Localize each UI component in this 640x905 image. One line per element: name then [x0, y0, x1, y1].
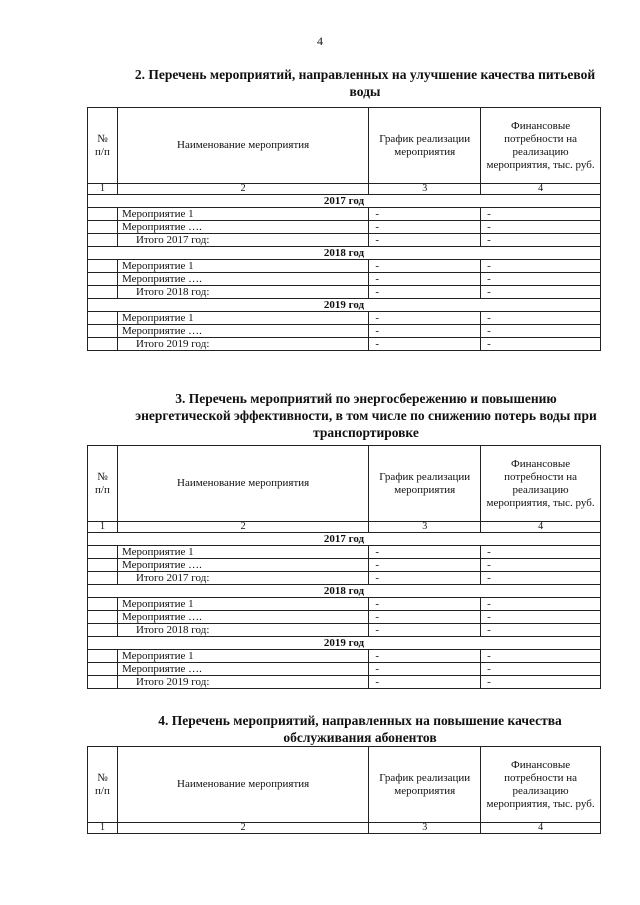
- index-cell: 4: [481, 823, 601, 834]
- page-number: 4: [317, 34, 323, 48]
- header-finance: Финансовые потребности на реализацию мероприятия, тыс. руб.: [481, 446, 601, 522]
- schedule-cell: -: [369, 221, 481, 234]
- year-row: [88, 195, 601, 208]
- schedule-cell: -: [369, 611, 481, 624]
- table-header-row: [88, 108, 601, 184]
- table-row: [88, 676, 601, 689]
- index-cell: 3: [369, 522, 481, 533]
- table-row: [88, 559, 601, 572]
- finance-cell: -: [481, 338, 601, 351]
- schedule-cell: -: [369, 325, 481, 338]
- table-row: [88, 650, 601, 663]
- table-row: [88, 624, 601, 637]
- header-schedule: График реализации мероприятия: [369, 446, 481, 522]
- table-row: [88, 273, 601, 286]
- header-num: № п/п: [88, 446, 118, 522]
- schedule-cell: -: [369, 676, 481, 689]
- year-label: 2019 год: [88, 299, 601, 312]
- schedule-cell: -: [369, 624, 481, 637]
- header-name: Наименование мероприятия: [117, 108, 368, 184]
- finance-cell: -: [481, 286, 601, 299]
- year-row: [88, 247, 601, 260]
- measure-name: Мероприятие 1: [117, 208, 368, 221]
- finance-cell: -: [481, 325, 601, 338]
- year-label: 2017 год: [88, 195, 601, 208]
- index-row: [88, 522, 601, 533]
- table-header-row: [88, 747, 601, 823]
- schedule-cell: -: [369, 286, 481, 299]
- finance-cell: -: [481, 312, 601, 325]
- measure-name: Мероприятие 1: [117, 650, 368, 663]
- header-num: № п/п: [88, 747, 118, 823]
- year-label: 2019 год: [88, 637, 601, 650]
- finance-cell: -: [481, 234, 601, 247]
- measures-table: [87, 746, 601, 834]
- measure-name: Мероприятие ….: [117, 611, 368, 624]
- table-row: [88, 260, 601, 273]
- schedule-cell: -: [369, 273, 481, 286]
- table-row: [88, 663, 601, 676]
- index-cell: 1: [88, 522, 118, 533]
- measure-name: Мероприятие ….: [117, 325, 368, 338]
- table-row: [88, 572, 601, 585]
- finance-cell: -: [481, 663, 601, 676]
- section-title: 2. Перечень мероприятий, направленных на улучшение качества питьевой воды: [134, 67, 596, 99]
- table-row: [88, 325, 601, 338]
- finance-cell: -: [481, 221, 601, 234]
- finance-cell: -: [481, 624, 601, 637]
- total-name: Итого 2019 год:: [117, 338, 368, 351]
- schedule-cell: -: [369, 572, 481, 585]
- year-row: [88, 533, 601, 546]
- header-schedule: График реализации мероприятия: [369, 108, 481, 184]
- measure-name: Мероприятие 1: [117, 260, 368, 273]
- table-row: [88, 611, 601, 624]
- index-cell: 1: [88, 184, 118, 195]
- index-cell: 2: [117, 522, 368, 533]
- year-label: 2018 год: [88, 585, 601, 598]
- header-finance: Финансовые потребности на реализацию мероприятия, тыс. руб.: [481, 108, 601, 184]
- finance-cell: -: [481, 598, 601, 611]
- measure-name: Мероприятие ….: [117, 273, 368, 286]
- schedule-cell: -: [369, 559, 481, 572]
- measures-table: [87, 445, 601, 689]
- index-cell: 2: [117, 184, 368, 195]
- measure-name: Мероприятие ….: [117, 221, 368, 234]
- index-cell: 1: [88, 823, 118, 834]
- table-row: [88, 312, 601, 325]
- schedule-cell: -: [369, 208, 481, 221]
- schedule-cell: -: [369, 312, 481, 325]
- index-cell: 2: [117, 823, 368, 834]
- table-row: [88, 234, 601, 247]
- measure-name: Мероприятие 1: [117, 598, 368, 611]
- table-row: [88, 598, 601, 611]
- index-row: [88, 184, 601, 195]
- header-schedule: График реализации мероприятия: [369, 747, 481, 823]
- finance-cell: -: [481, 650, 601, 663]
- schedule-cell: -: [369, 234, 481, 247]
- measure-name: Мероприятие 1: [117, 312, 368, 325]
- schedule-cell: -: [369, 546, 481, 559]
- table-row: [88, 221, 601, 234]
- table-header-row: [88, 446, 601, 522]
- finance-cell: -: [481, 611, 601, 624]
- finance-cell: -: [481, 208, 601, 221]
- index-cell: 3: [369, 184, 481, 195]
- year-label: 2018 год: [88, 247, 601, 260]
- table-row: [88, 546, 601, 559]
- finance-cell: -: [481, 559, 601, 572]
- header-name: Наименование мероприятия: [117, 747, 368, 823]
- header-num: № п/п: [88, 108, 118, 184]
- total-name: Итого 2018 год:: [117, 286, 368, 299]
- finance-cell: -: [481, 676, 601, 689]
- header-name: Наименование мероприятия: [117, 446, 368, 522]
- section-title: 3. Перечень мероприятий по энергосбережению и повышению энергетической эффективности, в том числе по снижению потерь воды при транспортировке: [135, 391, 597, 440]
- table-row: [88, 338, 601, 351]
- index-cell: 3: [369, 823, 481, 834]
- section-title: 4. Перечень мероприятий, направленных на повышение качества обслуживания абонентов: [158, 713, 562, 745]
- measure-name: Мероприятие ….: [117, 559, 368, 572]
- measure-name: Мероприятие 1: [117, 546, 368, 559]
- schedule-cell: -: [369, 338, 481, 351]
- total-name: Итого 2018 год:: [117, 624, 368, 637]
- schedule-cell: -: [369, 260, 481, 273]
- finance-cell: -: [481, 273, 601, 286]
- schedule-cell: -: [369, 598, 481, 611]
- finance-cell: -: [481, 572, 601, 585]
- year-row: [88, 585, 601, 598]
- table-row: [88, 286, 601, 299]
- total-name: Итого 2017 год:: [117, 234, 368, 247]
- index-cell: 4: [481, 184, 601, 195]
- total-name: Итого 2017 год:: [117, 572, 368, 585]
- table-row: [88, 208, 601, 221]
- schedule-cell: -: [369, 663, 481, 676]
- finance-cell: -: [481, 260, 601, 273]
- measure-name: Мероприятие ….: [117, 663, 368, 676]
- header-finance: Финансовые потребности на реализацию мероприятия, тыс. руб.: [481, 747, 601, 823]
- measures-table: [87, 107, 601, 351]
- index-row: [88, 823, 601, 834]
- year-row: [88, 299, 601, 312]
- schedule-cell: -: [369, 650, 481, 663]
- year-row: [88, 637, 601, 650]
- index-cell: 4: [481, 522, 601, 533]
- finance-cell: -: [481, 546, 601, 559]
- total-name: Итого 2019 год:: [117, 676, 368, 689]
- year-label: 2017 год: [88, 533, 601, 546]
